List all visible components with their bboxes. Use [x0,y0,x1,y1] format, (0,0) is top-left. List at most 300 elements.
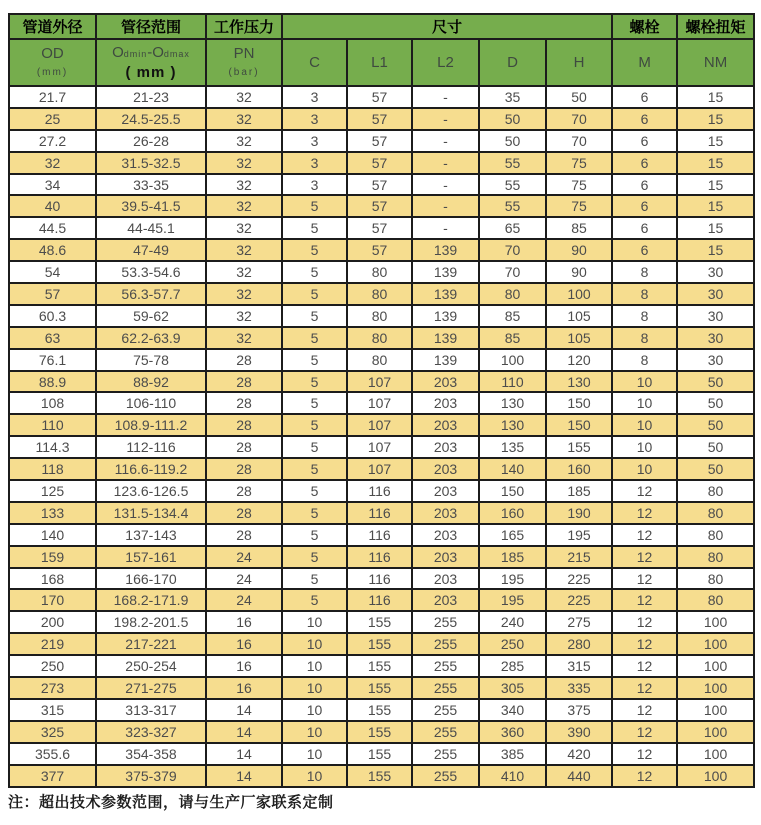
cell-pn: 16 [206,655,282,677]
cell-pn: 28 [206,371,282,393]
cell-l2: 255 [412,699,479,721]
cell-l2: 255 [412,721,479,743]
cell-l2: 255 [412,743,479,765]
cell-l2: - [412,217,479,239]
cell-nm: 30 [677,349,754,371]
cell-pn: 14 [206,743,282,765]
cell-pn: 24 [206,589,282,611]
cell-h: 100 [546,283,612,305]
cell-m: 10 [612,392,677,414]
cell-d: 140 [479,458,546,480]
cell-l2: - [412,130,479,152]
cell-nm: 15 [677,108,754,130]
cell-range: 131.5-134.4 [96,502,206,524]
cell-c: 5 [282,568,347,590]
cell-l1: 107 [347,458,412,480]
table-row [9,677,754,699]
cell-d: 100 [479,349,546,371]
cell-c: 10 [282,633,347,655]
cell-m: 10 [612,458,677,480]
cell-nm: 100 [677,611,754,633]
cell-od: 325 [9,721,96,743]
group-header-bolt-torque: 螺栓扭矩 [677,14,754,39]
cell-h: 315 [546,655,612,677]
cell-pn: 28 [206,502,282,524]
cell-h: 440 [546,765,612,787]
cell-od: 60.3 [9,305,96,327]
cell-m: 6 [612,174,677,196]
cell-l2: 203 [412,436,479,458]
cell-c: 5 [282,392,347,414]
table-row [9,480,754,502]
table-row [9,589,754,611]
cell-l2: 203 [412,392,479,414]
cell-m: 12 [612,502,677,524]
cell-m: 10 [612,436,677,458]
cell-range: 375-379 [96,765,206,787]
cell-range: 112-116 [96,436,206,458]
cell-nm: 15 [677,239,754,261]
cell-d: 55 [479,195,546,217]
cell-nm: 80 [677,589,754,611]
cell-l1: 155 [347,655,412,677]
cell-c: 10 [282,677,347,699]
table-body [9,86,754,787]
cell-od: 110 [9,414,96,436]
cell-l1: 116 [347,502,412,524]
cell-od: 63 [9,327,96,349]
cell-nm: 50 [677,414,754,436]
cell-l2: 203 [412,524,479,546]
cell-pn: 32 [206,239,282,261]
cell-h: 105 [546,327,612,349]
cell-m: 12 [612,480,677,502]
cell-pn: 16 [206,611,282,633]
cell-range: 59-62 [96,305,206,327]
cell-d: 85 [479,305,546,327]
cell-range: 75-78 [96,349,206,371]
cell-l2: 255 [412,765,479,787]
cell-l2: 139 [412,239,479,261]
cell-pn: 24 [206,546,282,568]
table-row [9,502,754,524]
table-row [9,743,754,765]
col-header-l2: L2 [412,39,479,86]
cell-nm: 50 [677,436,754,458]
cell-l1: 80 [347,283,412,305]
table-row [9,414,754,436]
col-header-h: H [546,39,612,86]
group-header-bolt: 螺栓 [612,14,677,39]
cell-c: 5 [282,305,347,327]
cell-l1: 57 [347,195,412,217]
cell-m: 8 [612,349,677,371]
cell-d: 195 [479,568,546,590]
cell-od: 159 [9,546,96,568]
table-row [9,86,754,108]
cell-m: 12 [612,568,677,590]
cell-c: 3 [282,108,347,130]
cell-od: 355.6 [9,743,96,765]
cell-l1: 57 [347,217,412,239]
cell-l1: 80 [347,349,412,371]
cell-nm: 30 [677,327,754,349]
cell-od: 250 [9,655,96,677]
cell-c: 10 [282,765,347,787]
cell-c: 3 [282,86,347,108]
group-header-row [9,14,754,39]
table-row [9,130,754,152]
cell-m: 6 [612,195,677,217]
cell-range: 62.2-63.9 [96,327,206,349]
cell-m: 12 [612,677,677,699]
cell-l2: 139 [412,327,479,349]
cell-m: 8 [612,261,677,283]
cell-pn: 14 [206,699,282,721]
cell-m: 8 [612,327,677,349]
cell-l1: 80 [347,261,412,283]
cell-od: 54 [9,261,96,283]
table-row [9,261,754,283]
cell-range: 39.5-41.5 [96,195,206,217]
cell-h: 160 [546,458,612,480]
cell-pn: 32 [206,130,282,152]
cell-od: 315 [9,699,96,721]
table-row [9,611,754,633]
col-header-range [96,39,206,86]
cell-od: 168 [9,568,96,590]
table-row [9,371,754,393]
group-header-diameter-range: 管径范围 [96,14,206,39]
cell-l2: 203 [412,502,479,524]
cell-range: 250-254 [96,655,206,677]
cell-c: 3 [282,152,347,174]
col-header-nm: NM [677,39,754,86]
cell-h: 390 [546,721,612,743]
cell-c: 10 [282,743,347,765]
cell-d: 110 [479,371,546,393]
col-header-m: M [612,39,677,86]
cell-h: 225 [546,589,612,611]
cell-od: 140 [9,524,96,546]
cell-nm: 80 [677,502,754,524]
cell-l1: 116 [347,568,412,590]
cell-c: 5 [282,261,347,283]
table-row [9,283,754,305]
cell-l1: 107 [347,436,412,458]
cell-c: 5 [282,283,347,305]
cell-h: 90 [546,239,612,261]
cell-l1: 155 [347,765,412,787]
cell-pn: 28 [206,349,282,371]
cell-c: 5 [282,436,347,458]
cell-l1: 57 [347,130,412,152]
cell-d: 130 [479,392,546,414]
cell-nm: 100 [677,677,754,699]
cell-h: 75 [546,152,612,174]
cell-m: 12 [612,721,677,743]
cell-pn: 32 [206,195,282,217]
cell-nm: 30 [677,305,754,327]
cell-od: 57 [9,283,96,305]
pn-unit: (bar) [228,66,260,78]
table-row [9,436,754,458]
cell-range: 116.6-119.2 [96,458,206,480]
cell-l2: 203 [412,589,479,611]
cell-od: 48.6 [9,239,96,261]
cell-m: 6 [612,86,677,108]
cell-range: 56.3-57.7 [96,283,206,305]
col-header-c: C [282,39,347,86]
cell-range: 354-358 [96,743,206,765]
col-header-l1: L1 [347,39,412,86]
cell-d: 130 [479,414,546,436]
cell-l2: 139 [412,283,479,305]
cell-m: 6 [612,217,677,239]
cell-c: 3 [282,130,347,152]
cell-od: 170 [9,589,96,611]
cell-l2: 139 [412,261,479,283]
cell-od: 21.7 [9,86,96,108]
cell-m: 6 [612,130,677,152]
cell-m: 12 [612,655,677,677]
cell-range: 157-161 [96,546,206,568]
cell-h: 130 [546,371,612,393]
cell-d: 65 [479,217,546,239]
cell-h: 185 [546,480,612,502]
table-row [9,152,754,174]
cell-l2: 203 [412,480,479,502]
cell-h: 70 [546,130,612,152]
table-row [9,655,754,677]
sub-header-row [9,39,754,86]
cell-l1: 155 [347,633,412,655]
cell-od: 88.9 [9,371,96,393]
cell-l1: 116 [347,589,412,611]
cell-l2: - [412,195,479,217]
cell-c: 5 [282,589,347,611]
cell-d: 70 [479,239,546,261]
cell-od: 25 [9,108,96,130]
cell-l1: 155 [347,743,412,765]
cell-nm: 50 [677,458,754,480]
cell-pn: 32 [206,327,282,349]
range-unit: ( mm ) [125,64,177,81]
cell-l2: 255 [412,633,479,655]
table-row [9,765,754,787]
cell-range: 137-143 [96,524,206,546]
cell-h: 225 [546,568,612,590]
cell-pn: 32 [206,174,282,196]
cell-c: 5 [282,371,347,393]
col-header-od [9,39,96,86]
cell-od: 377 [9,765,96,787]
cell-m: 12 [612,699,677,721]
cell-d: 285 [479,655,546,677]
cell-l1: 155 [347,611,412,633]
table-row [9,546,754,568]
cell-l1: 155 [347,721,412,743]
cell-od: 273 [9,677,96,699]
cell-nm: 80 [677,546,754,568]
table-row [9,108,754,130]
cell-nm: 80 [677,480,754,502]
cell-c: 5 [282,327,347,349]
cell-h: 105 [546,305,612,327]
cell-d: 385 [479,743,546,765]
cell-h: 150 [546,392,612,414]
cell-h: 85 [546,217,612,239]
cell-l2: - [412,152,479,174]
cell-c: 5 [282,414,347,436]
cell-l1: 116 [347,524,412,546]
cell-l1: 57 [347,152,412,174]
cell-m: 12 [612,611,677,633]
cell-l2: 203 [412,568,479,590]
cell-od: 32 [9,152,96,174]
cell-l2: - [412,174,479,196]
col-header-d: D [479,39,546,86]
cell-range: 217-221 [96,633,206,655]
cell-l1: 107 [347,392,412,414]
cell-l1: 116 [347,480,412,502]
cell-c: 10 [282,721,347,743]
cell-h: 195 [546,524,612,546]
cell-nm: 100 [677,765,754,787]
cell-l2: 255 [412,677,479,699]
cell-d: 305 [479,677,546,699]
table-row [9,524,754,546]
cell-c: 5 [282,546,347,568]
cell-od: 44.5 [9,217,96,239]
cell-l2: 203 [412,546,479,568]
cell-nm: 30 [677,261,754,283]
cell-range: 313-317 [96,699,206,721]
cell-nm: 80 [677,524,754,546]
table-row [9,195,754,217]
cell-d: 195 [479,589,546,611]
cell-l1: 116 [347,546,412,568]
cell-l2: 203 [412,458,479,480]
cell-m: 12 [612,765,677,787]
cell-od: 34 [9,174,96,196]
cell-l2: 203 [412,371,479,393]
cell-d: 85 [479,327,546,349]
cell-h: 375 [546,699,612,721]
cell-od: 133 [9,502,96,524]
cell-l1: 57 [347,86,412,108]
cell-h: 120 [546,349,612,371]
cell-m: 6 [612,152,677,174]
cell-range: 198.2-201.5 [96,611,206,633]
cell-m: 12 [612,633,677,655]
cell-range: 88-92 [96,371,206,393]
cell-pn: 32 [206,152,282,174]
cell-od: 118 [9,458,96,480]
cell-range: 26-28 [96,130,206,152]
cell-pn: 32 [206,217,282,239]
cell-m: 12 [612,524,677,546]
cell-od: 125 [9,480,96,502]
cell-h: 70 [546,108,612,130]
cell-m: 6 [612,239,677,261]
cell-l2: 255 [412,611,479,633]
cell-c: 5 [282,480,347,502]
cell-d: 360 [479,721,546,743]
cell-nm: 15 [677,174,754,196]
cell-nm: 30 [677,283,754,305]
cell-c: 5 [282,502,347,524]
cell-pn: 32 [206,283,282,305]
cell-l2: 139 [412,305,479,327]
cell-h: 275 [546,611,612,633]
table-row [9,633,754,655]
cell-c: 5 [282,195,347,217]
cell-l1: 155 [347,677,412,699]
cell-pn: 28 [206,458,282,480]
table-row [9,699,754,721]
cell-od: 219 [9,633,96,655]
cell-nm: 15 [677,130,754,152]
cell-range: 106-110 [96,392,206,414]
cell-l1: 57 [347,108,412,130]
cell-nm: 50 [677,371,754,393]
cell-range: 47-49 [96,239,206,261]
cell-pn: 14 [206,721,282,743]
cell-range: 168.2-171.9 [96,589,206,611]
col-header-pn [206,39,282,86]
cell-l1: 107 [347,371,412,393]
cell-c: 10 [282,699,347,721]
cell-range: 271-275 [96,677,206,699]
cell-m: 12 [612,743,677,765]
cell-l1: 107 [347,414,412,436]
cell-d: 35 [479,86,546,108]
cell-range: 44-45.1 [96,217,206,239]
cell-c: 10 [282,611,347,633]
cell-l1: 57 [347,174,412,196]
cell-pn: 28 [206,414,282,436]
cell-h: 75 [546,195,612,217]
cell-range: 31.5-32.5 [96,152,206,174]
cell-range: 24.5-25.5 [96,108,206,130]
cell-range: 33-35 [96,174,206,196]
table-row [9,721,754,743]
cell-od: 114.3 [9,436,96,458]
cell-pn: 32 [206,86,282,108]
cell-h: 155 [546,436,612,458]
cell-nm: 15 [677,195,754,217]
cell-l1: 80 [347,305,412,327]
cell-od: 40 [9,195,96,217]
table-row [9,305,754,327]
cell-h: 50 [546,86,612,108]
cell-h: 215 [546,546,612,568]
cell-d: 340 [479,699,546,721]
cell-pn: 14 [206,765,282,787]
cell-d: 55 [479,152,546,174]
cell-d: 50 [479,108,546,130]
cell-d: 250 [479,633,546,655]
cell-nm: 15 [677,217,754,239]
cell-h: 190 [546,502,612,524]
cell-pn: 28 [206,480,282,502]
cell-nm: 100 [677,699,754,721]
cell-l2: 255 [412,655,479,677]
cell-pn: 16 [206,677,282,699]
cell-range: 53.3-54.6 [96,261,206,283]
group-header-dimensions: 尺寸 [282,14,612,39]
